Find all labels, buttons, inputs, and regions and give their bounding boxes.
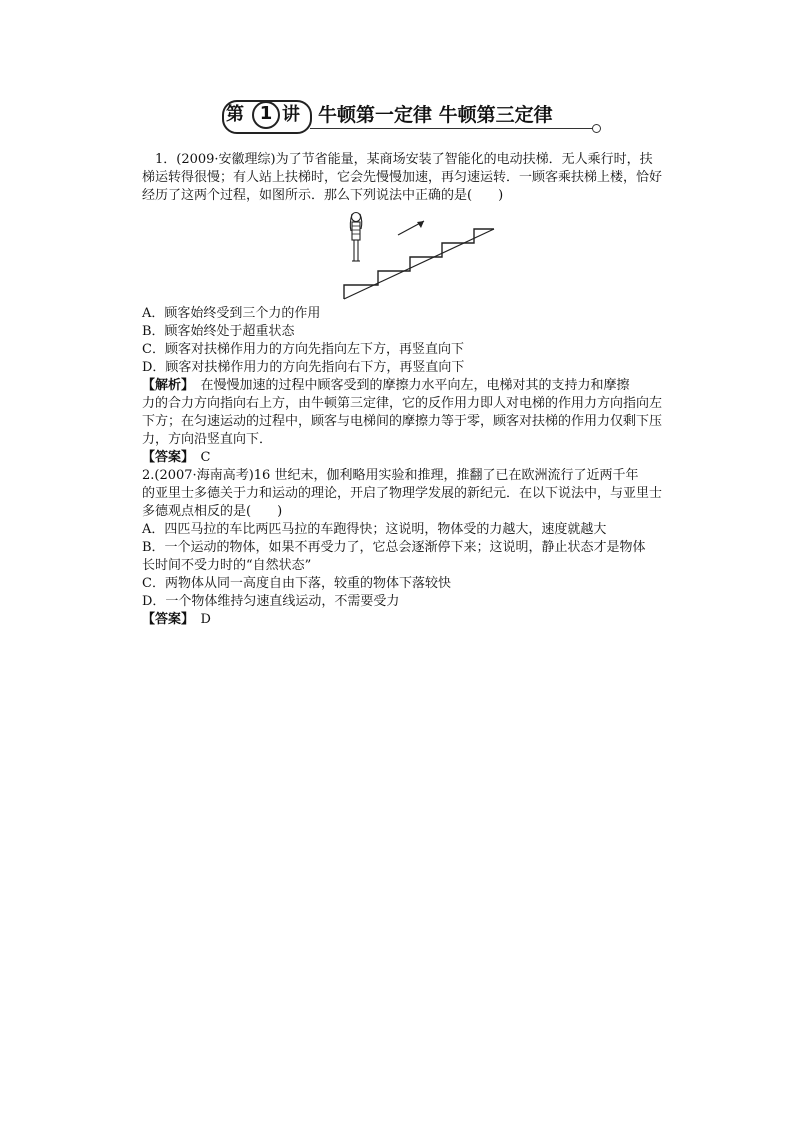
title-underline [310,128,594,129]
q1-analysis-line-4: 力，方向沿竖直向下． [142,432,273,447]
lecture-title-banner [222,100,602,134]
lecture-prefix: 第 [226,104,244,125]
page-title: 牛顿第一定律 牛顿第三定律 [318,104,553,126]
q1-analysis-text-1: 在慢慢加速的过程中顾客受到的摩擦力水平向左，电梯对其的支持力和摩擦 [187,378,630,393]
q2-stem-line-1: 2.(2007·海南高考)16 世纪末，伽利略用实验和推理，推翻了已在欧洲流行了近两千年 [142,468,639,483]
q1-option-c: C．顾客对扶梯作用力的方向先指向左下方，再竖直向下 [142,342,464,357]
q1-analysis-line-1 [142,377,662,395]
q2-stem-line-3: 多德观点相反的是( ) [142,504,283,519]
q1-stem-line-2: 梯运转得很慢；有人站上扶梯时，它会先慢慢加速，再匀速运转．一顾客乘扶梯上楼，恰好 [142,170,663,185]
lecture-number: 1 [252,101,280,129]
title-end-dot [592,124,601,133]
escalator-figure [142,205,662,305]
q1-option-b: B．顾客始终处于超重状态 [142,324,295,339]
q2-option-b-cont: 长时间不受力时的“自然状态” [142,558,312,573]
escalator-diagram [338,205,498,303]
q2-answer-label: 【答案】 [142,612,188,627]
q1-analysis-label: 【解析】 [142,378,188,393]
q2-stem-line-2: 的亚里士多德关于力和运动的理论，开启了物理学发展的新纪元．在以下说法中，与亚里士 [142,486,663,501]
q1-option-a: A．顾客始终受到三个力的作用 [142,306,321,321]
q2-option-b: B．一个运动的物体，如果不再受力了，它总会逐渐停下来；这说明，静止状态才是物体 [142,540,646,555]
q2-option-a: A．四匹马拉的车比两匹马拉的车跑得快；这说明，物体受的力越大，速度就越大 [142,522,607,537]
q1-answer-line [142,449,662,467]
q2-answer-line [142,611,662,629]
q1-answer-label: 【答案】 [142,450,188,465]
q1-option-d: D．顾客对扶梯作用力的方向先指向右下方，再竖直向下 [142,360,465,375]
q2-answer-value: D [200,612,211,627]
q1-analysis-line-2: 力的合力方向指向右上方，由牛顿第三定律，它的反作用力即人对电梯的作用力方向指向左 [142,396,663,411]
lecture-suffix: 讲 [282,104,300,125]
q1-stem-line-1: 1．(2009·安徽理综)为了节省能量，某商场安装了智能化的电动扶梯．无人乘行时，扶 [155,152,653,167]
q2-option-d: D．一个物体维持匀速直线运动，不需要受力 [142,594,400,609]
q2-option-c: C．两物体从同一高度自由下落，较重的物体下落较快 [142,576,451,591]
q1-stem-line-3: 经历了这两个过程，如图所示．那么下列说法中正确的是( ) [142,188,504,203]
q1-answer-value: C [200,450,211,465]
document-body [142,151,662,629]
q1-analysis-line-3: 下方；在匀速运动的过程中，顾客与电梯间的摩擦力等于零，顾客对扶梯的作用力仅剩下压 [142,414,663,429]
